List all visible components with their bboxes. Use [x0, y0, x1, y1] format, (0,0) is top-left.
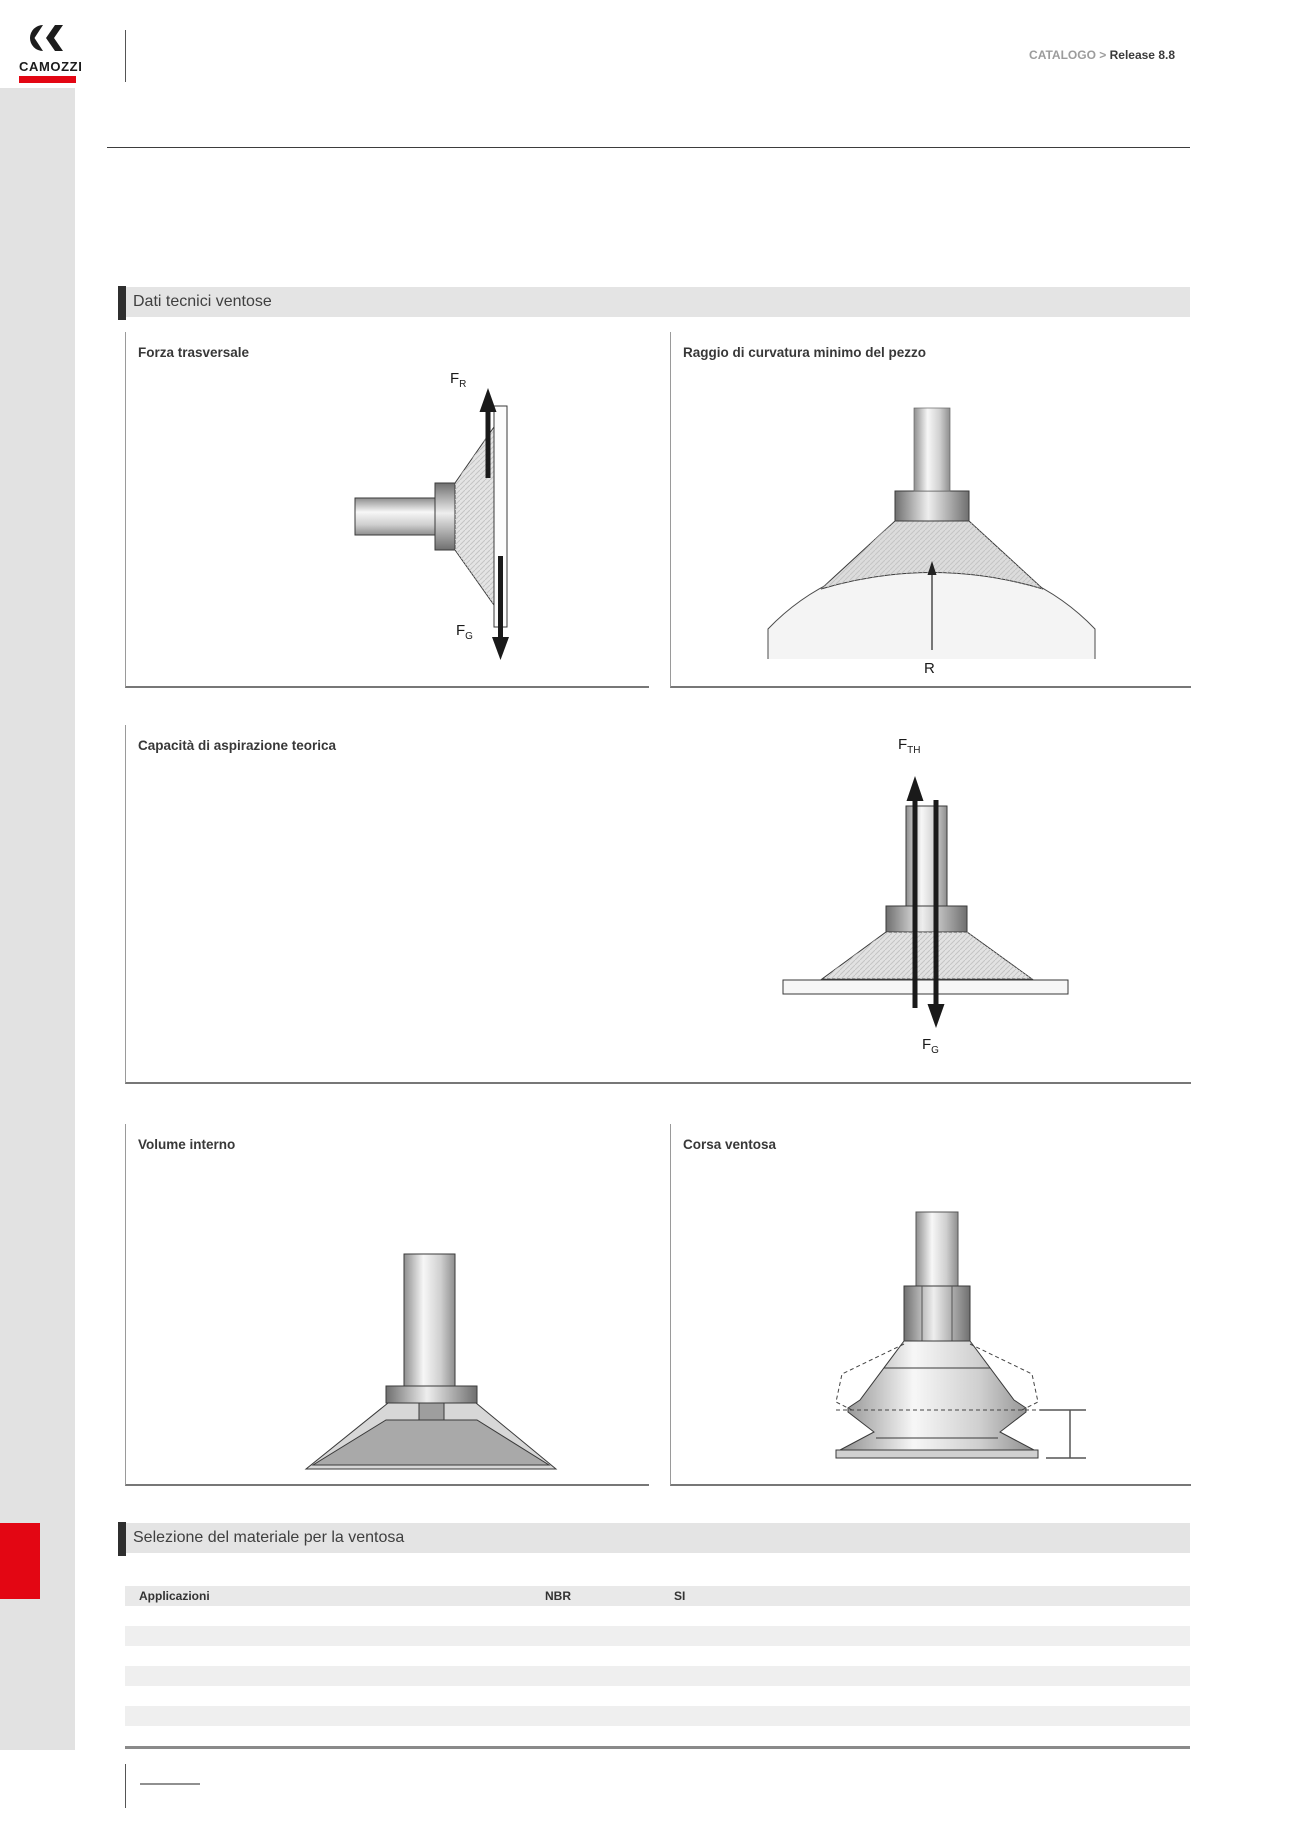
force-subscript: G	[465, 631, 473, 642]
force-subscript: R	[459, 379, 467, 390]
table-row	[125, 1686, 1190, 1706]
section-accent	[118, 1522, 126, 1556]
column-header-nbr: NBR	[545, 1589, 571, 1603]
panel-title: Capacità di aspirazione teorica	[138, 738, 337, 753]
footer-page-line	[140, 1783, 200, 1785]
brand-name: CAMOZZI	[19, 59, 83, 74]
camozzi-logo-icon	[19, 24, 77, 52]
section-red-marker	[0, 1523, 40, 1599]
section-title-material: Selezione del materiale per la ventosa	[133, 1529, 405, 1546]
panel-lateral-force	[125, 332, 649, 688]
force-symbol: F	[450, 370, 460, 387]
force-subscript: TH	[907, 745, 921, 756]
label-radius	[924, 660, 935, 677]
release-label: Release 8.8	[1109, 48, 1175, 62]
catalog-label: CATALOGO >	[1029, 48, 1110, 62]
panel-min-radius	[670, 332, 1191, 688]
force-subscript: G	[931, 1045, 939, 1056]
panel-internal-volume	[125, 1124, 649, 1486]
force-symbol: F	[922, 1036, 932, 1053]
label-force-fg-1	[456, 622, 473, 642]
catalog-release-label	[1029, 48, 1175, 62]
panel-suction-capacity	[125, 725, 1191, 1084]
label-force-fg-2	[922, 1036, 939, 1056]
panel-stroke	[670, 1124, 1191, 1486]
label-force-fth	[898, 736, 921, 756]
section-bar-material	[118, 1523, 1190, 1553]
section-bar-technical	[118, 287, 1190, 317]
section-accent	[118, 286, 126, 320]
table-row	[125, 1606, 1190, 1626]
column-header-applications: Applicazioni	[139, 1589, 210, 1603]
panel-title: Forza trasversale	[138, 345, 250, 360]
material-table-body	[125, 1606, 1190, 1746]
material-table	[125, 1586, 1190, 1749]
table-row	[125, 1626, 1190, 1646]
column-header-si: SI	[674, 1589, 686, 1603]
sidebar-gray-band	[0, 88, 75, 1750]
label-force-fr	[450, 370, 466, 390]
table-row	[125, 1666, 1190, 1686]
table-row	[125, 1706, 1190, 1726]
header-divider-line	[125, 30, 126, 82]
panel-title: Corsa ventosa	[683, 1137, 777, 1152]
section-title-technical: Dati tecnici ventose	[133, 293, 272, 310]
table-row	[125, 1726, 1190, 1746]
camozzi-logo	[19, 24, 83, 83]
panel-title: Volume interno	[138, 1137, 236, 1152]
material-table-header	[125, 1586, 1190, 1606]
force-symbol: F	[898, 736, 908, 753]
footer-vertical-line	[125, 1764, 126, 1808]
logo-red-bar	[19, 76, 76, 83]
panel-title: Raggio di curvatura minimo del pezzo	[683, 345, 927, 360]
header-rule	[107, 147, 1190, 148]
force-symbol: F	[456, 622, 466, 639]
radius-symbol: R	[924, 660, 935, 677]
table-row	[125, 1646, 1190, 1666]
